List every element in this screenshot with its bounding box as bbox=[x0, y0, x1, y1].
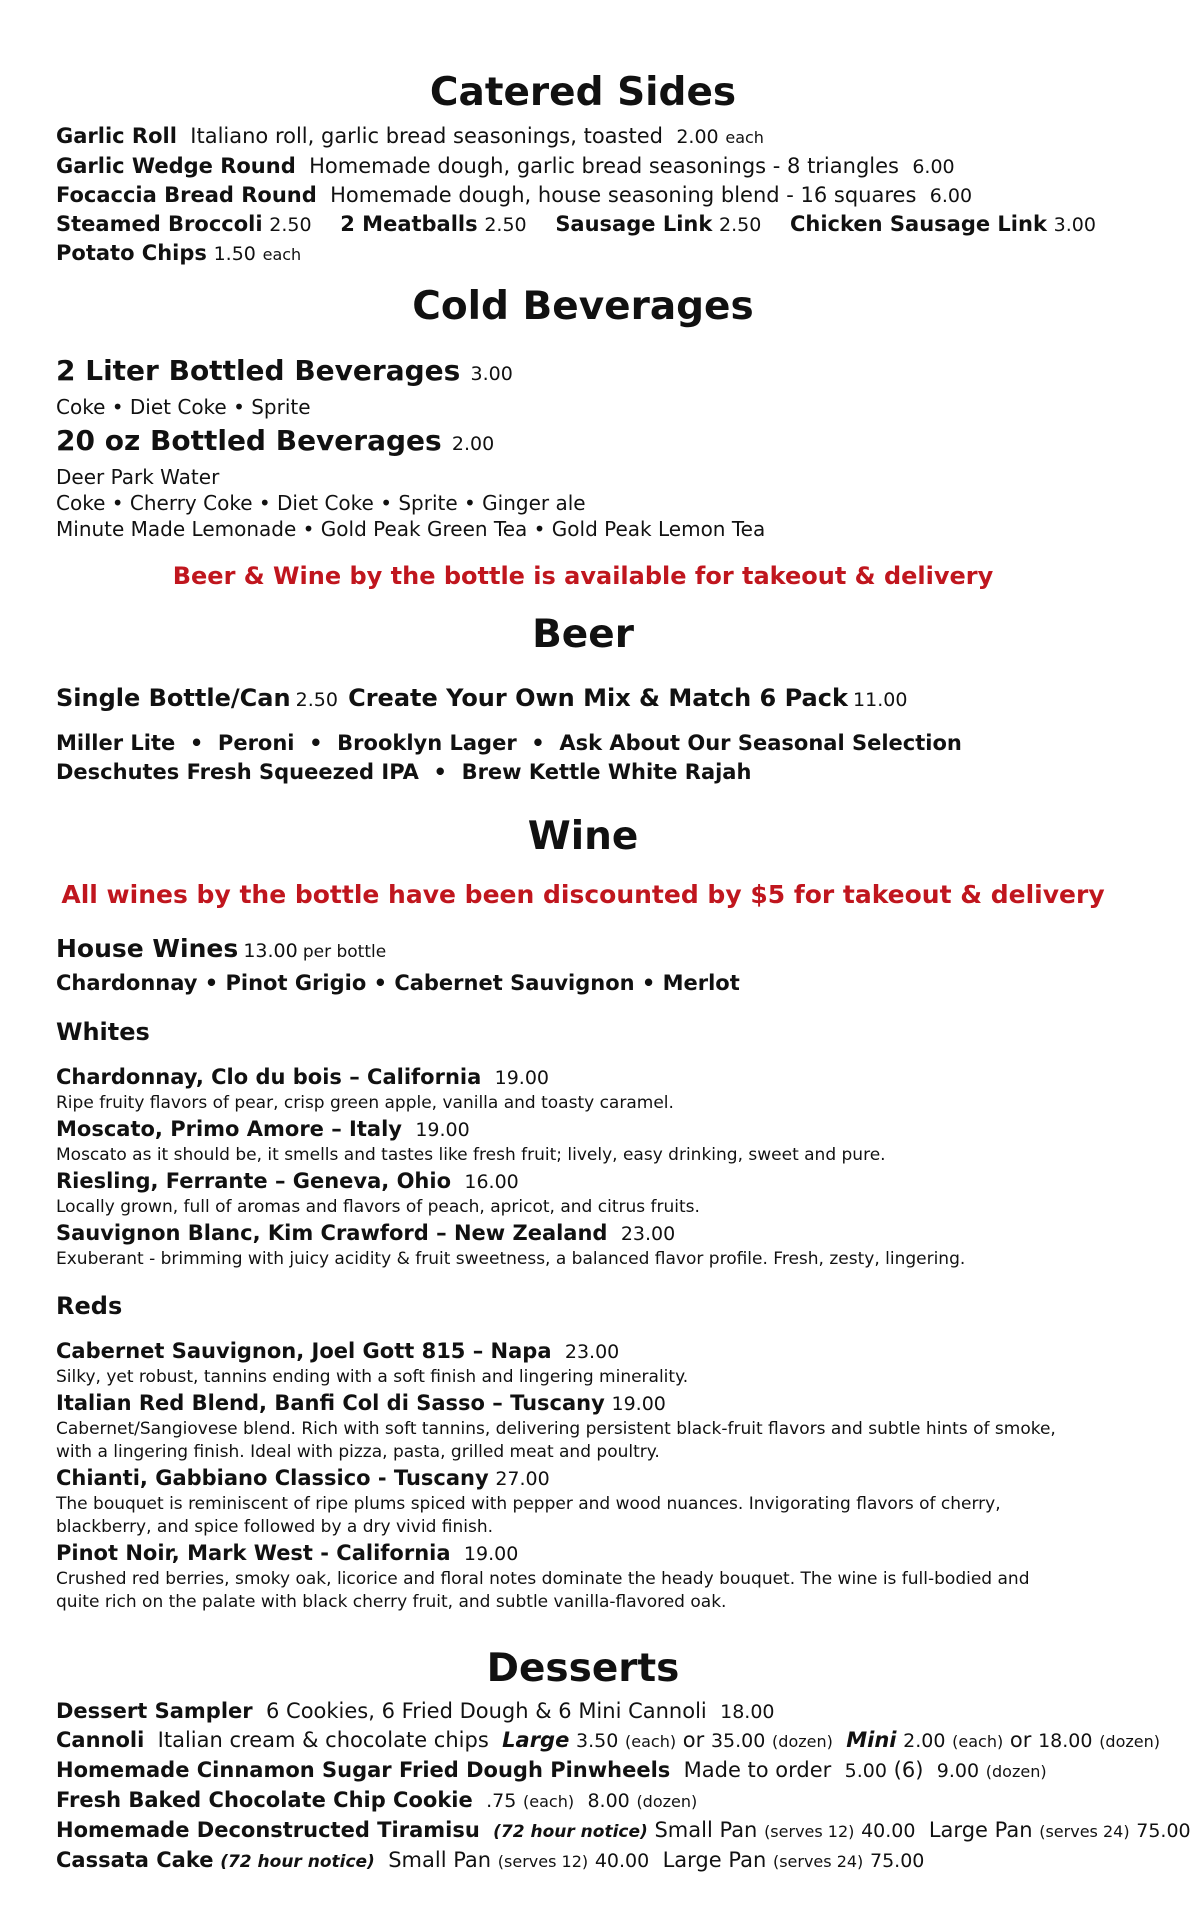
two-liter-list: Coke • Diet Coke • Sprite bbox=[56, 395, 311, 419]
two-liter-heading: 2 Liter Bottled Beverages 3.00 bbox=[56, 354, 513, 387]
twenty-oz-line-3: Minute Made Lemonade • Gold Peak Green Tea • Gold Peak Lemon Tea bbox=[56, 517, 766, 541]
white-wine-item: Riesling, Ferrante – Geneva, Ohio 16.00 Locally grown, full of aromas and flavors of peach, apricot, and citrus fruits. bbox=[56, 1169, 700, 1217]
garlic-wedge-item: Garlic Wedge Round Homemade dough, garlic bread seasonings - 8 triangles 6.00 bbox=[56, 154, 955, 178]
red-wine-item: Cabernet Sauvignon, Joel Gott 815 – Napa 23.00 Silky, yet robust, tannins ending with a soft finish and lingering minerality. bbox=[56, 1339, 689, 1387]
beer-list-1: Miller Lite • Peroni • Brooklyn Lager • Ask About Our Seasonal Selection bbox=[56, 731, 962, 755]
desserts-title: Desserts bbox=[486, 1646, 680, 1691]
potato-chips-item: Potato Chips 1.50 each bbox=[56, 241, 302, 265]
white-wine-item: Moscato, Primo Amore – Italy 19.00 Moscato as it should be, it smells and tastes like fresh fruit; lively, easy drinking, sweet and pure. bbox=[56, 1117, 886, 1165]
cold-beverages-title: Cold Beverages bbox=[412, 284, 754, 329]
pinwheels-item: Homemade Cinnamon Sugar Fried Dough Pinwheels Made to order 5.00 (6) 9.00 (dozen) bbox=[56, 1758, 1047, 1782]
wine-title: Wine bbox=[527, 814, 639, 859]
focaccia-item: Focaccia Bread Round Homemade dough, house seasoning blend - 16 squares 6.00 bbox=[56, 183, 973, 207]
red-wine-item: Italian Red Blend, Banfi Col di Sasso – Tuscany 19.00 Cabernet/Sangiovese blend. Rich with soft tannins, delivering persistent black-fruit flavors and subtle hints of smoke, with a lingering finish. Ideal with pizza, pasta, grilled meat and poultry. bbox=[56, 1391, 1056, 1462]
house-wines-heading: House Wines 13.00 per bottle bbox=[56, 934, 387, 963]
beer-pricing: Single Bottle/Can 2.50 Create Your Own Mix & Match 6 Pack 11.00 bbox=[56, 684, 908, 712]
reds-heading: Reds bbox=[56, 1292, 123, 1320]
cannoli-item: Cannoli Italian cream & chocolate chips Large 3.50 (each) or 35.00 (dozen) Mini 2.00 (each) or 18.00 (dozen) bbox=[56, 1728, 1160, 1752]
catered-sides-title: Catered Sides bbox=[429, 70, 737, 115]
cassata-item: Cassata Cake (72 hour notice) Small Pan (serves 12) 40.00 Large Pan (serves 24) 75.00 bbox=[56, 1848, 925, 1872]
twenty-oz-line-2: Coke • Cherry Coke • Diet Coke • Sprite • Ginger ale bbox=[56, 491, 586, 515]
beer-list-2: Deschutes Fresh Squeezed IPA • Brew Kettle White Rajah bbox=[56, 760, 752, 784]
whites-heading: Whites bbox=[56, 1018, 150, 1046]
dessert-sampler-item: Dessert Sampler 6 Cookies, 6 Fried Dough & 6 Mini Cannoli 18.00 bbox=[56, 1699, 775, 1723]
tiramisu-item: Homemade Deconstructed Tiramisu (72 hour notice) Small Pan (serves 12) 40.00 Large Pan (serves 24) 75.00 bbox=[56, 1818, 1191, 1842]
garlic-roll-item: Garlic Roll Italiano roll, garlic bread seasonings, toasted 2.00 each bbox=[56, 124, 764, 148]
reds-list bbox=[56, 1337, 1056, 1614]
twenty-oz-line-1: Deer Park Water bbox=[56, 465, 220, 489]
red-wine-item: Chianti, Gabbiano Classico - Tuscany 27.00 The bouquet is reminiscent of ripe plums spiced with pepper and wood nuances. Invigorating flavors of cherry, blackberry, and spice followed by a dry vivid finish. bbox=[56, 1466, 1001, 1537]
twenty-oz-heading: 20 oz Bottled Beverages 2.00 bbox=[56, 424, 495, 457]
side-items-row: Steamed Broccoli 2.50 2 Meatballs 2.50 Sausage Link 2.50 Chicken Sausage Link 3.00 bbox=[56, 212, 1096, 236]
house-wines-list: Chardonnay • Pinot Grigio • Cabernet Sauvignon • Merlot bbox=[56, 971, 740, 995]
white-wine-item: Sauvignon Blanc, Kim Crawford – New Zealand 23.00 Exuberant - brimming with juicy acidity & fruit sweetness, a balanced flavor profile. Fresh, zesty, lingering. bbox=[56, 1221, 966, 1269]
beer-wine-notice: Beer & Wine by the bottle is available for takeout & delivery bbox=[172, 562, 994, 590]
cookie-item: Fresh Baked Chocolate Chip Cookie .75 (each) 8.00 (dozen) bbox=[56, 1788, 698, 1812]
wine-discount-notice: All wines by the bottle have been discounted by $5 for takeout & delivery bbox=[61, 880, 1105, 909]
red-wine-item: Pinot Noir, Mark West - California 19.00 Crushed red berries, smoky oak, licorice and floral notes dominate the heady bouquet. The wine is full-bodied and quite rich on the palate with black cherry fruit, and subtle vanilla-flavored oak. bbox=[56, 1541, 1030, 1612]
beer-title: Beer bbox=[532, 612, 634, 657]
whites-list bbox=[56, 1063, 1056, 1271]
white-wine-item: Chardonnay, Clo du bois – California 19.00 Ripe fruity flavors of pear, crisp green apple, vanilla and toasty caramel. bbox=[56, 1065, 674, 1113]
